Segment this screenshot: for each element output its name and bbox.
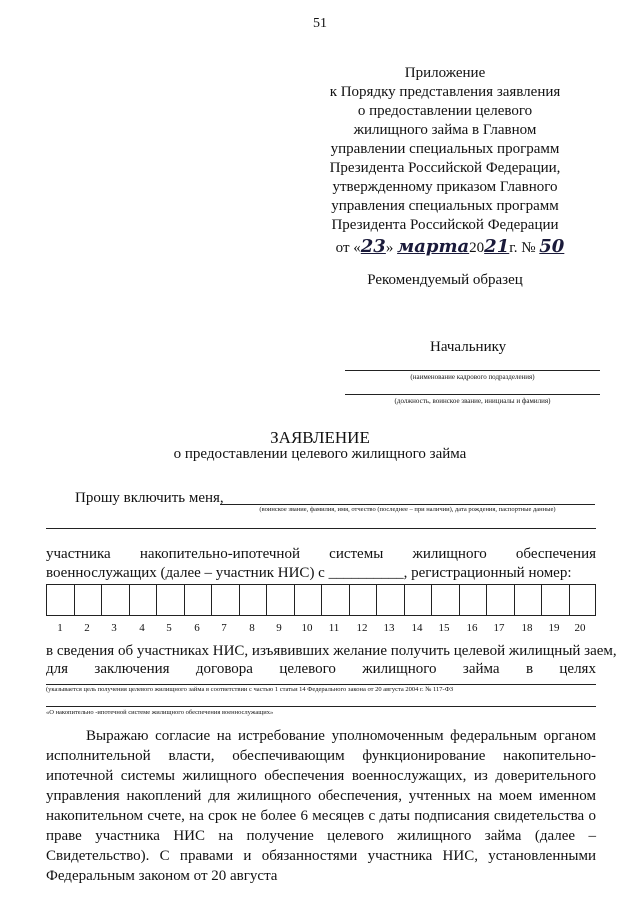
word: для [46,661,69,677]
reg-cell[interactable] [404,585,432,615]
reg-number: 16 [466,622,478,634]
reg-number: 7 [221,622,227,634]
purpose-line-rule [46,684,596,685]
request-line-2 [46,528,596,529]
appendix-line: Приложение [404,65,486,81]
purpose-caption-2: «О накопительно -ипотечной системе жилищного обеспечения военнослужащих» [46,709,274,716]
reg-cell[interactable] [486,585,515,615]
reg-number: 15 [438,622,450,634]
order-date-number [310,236,590,257]
order-day: 23 [360,236,386,257]
reg-cell[interactable] [74,585,102,615]
purpose-line-2 [46,661,596,678]
reg-number: 9 [276,622,282,634]
recommended-sample: Рекомендуемый образец [367,272,523,288]
reg-number: 4 [139,622,145,634]
reg-number: 20 [574,622,586,634]
addressee-caption-2: (должность, воинское звание, инициалы и фамилия) [394,397,551,405]
order-month: марта [397,236,470,257]
reg-number: 6 [194,622,200,634]
reg-number: 3 [111,622,117,634]
order-number: 50 [539,236,565,257]
word: целях [559,661,596,677]
word: займа [462,661,500,677]
order-mid: » [385,240,394,256]
word: участника [46,546,111,562]
reg-cell[interactable] [294,585,322,615]
appendix-line: управления специальных программ [331,198,559,214]
addressee-line-1 [345,370,600,371]
addressee-line-2 [345,394,600,395]
reg-number: 10 [301,622,313,634]
page-number: 51 [313,16,327,31]
reg-cell[interactable] [376,585,405,615]
reg-number: 17 [493,622,505,634]
word: в [525,661,534,677]
reg-cell[interactable] [239,585,267,615]
order-year-prefix: 20 [469,240,485,256]
reg-number: 12 [356,622,368,634]
word: накопительно-ипотечной [139,546,300,562]
addressee-chief: Начальнику [430,339,507,355]
request-lead: Прошу включить меня, [75,490,224,506]
appendix-line: управлении специальных программ [330,141,560,157]
appendix-header [300,64,590,235]
appendix-line: к Порядку представления заявления [329,84,561,100]
reg-number: 19 [548,622,560,634]
addressee-caption-1: (наименование кадрового подразделения) [410,373,535,381]
word: жилищного [362,661,437,677]
purpose-line-rule-2 [46,706,596,707]
word: целевого [279,661,336,677]
reg-cell[interactable] [459,585,487,615]
word: жилищного [412,546,487,562]
reg-number: 11 [328,622,340,634]
reg-number: 18 [521,622,533,634]
reg-cell[interactable] [184,585,212,615]
participant-line-2: военнослужащих (далее – участник НИС) с __________, регистрационный номер: [46,565,572,581]
statement-title: ЗАЯВЛЕНИЕ [270,428,370,447]
request-line [220,504,595,505]
word: заключения [94,661,170,677]
appendix-line: утвержденному приказом Главного [332,179,558,195]
participant-line-1 [46,546,596,563]
reg-cell[interactable] [266,585,295,615]
registration-number-boxes[interactable] [46,584,596,616]
purpose-caption: (указывается цель получения целевого жилищного займа в соответствии с частью 1 статьи 14 Федерального закона от 20 августа 2004 г. № 117-ФЗ [46,686,454,693]
consent-paragraph: Выражаю согласие на истребование уполномоченным федеральным органом исполнительной власти, обеспечивающим функционирование накопительно-ипотечной системы жилищного обеспечения военнослужащих, из доверительного управления накоплений для жилищного обеспечения, учтенных на моем именном накопительном счете, на срок не более 6 месяцев с даты подписания свидетельства о праве участника НИС на получение целевого жилищного займа (далее – Свидетельство). С правами и обязанностями участника НИС, установленными Федеральным законом от 20 августа [46,728,596,884]
reg-cell[interactable] [431,585,460,615]
order-suffix: г. № [509,240,536,256]
reg-number: 1 [57,622,63,634]
reg-cell[interactable] [47,585,75,615]
reg-number: 5 [166,622,172,634]
reg-cell[interactable] [156,585,185,615]
purpose-line-1: в сведения об участниках НИС, изъявивших желание получить целевой жилищный заем, [46,643,617,659]
order-prefix: от « [335,240,361,256]
reg-cell[interactable] [129,585,157,615]
word: системы [329,546,384,562]
word: обеспечения [515,546,596,562]
reg-cell[interactable] [569,585,595,615]
reg-cell[interactable] [514,585,542,615]
statement-subtitle: о предоставлении целевого жилищного займа [173,446,467,462]
reg-cell[interactable] [541,585,570,615]
reg-number: 13 [383,622,395,634]
request-caption: (воинское звание, фамилия, имя, отчество (последнее – при наличии), дата рождения, паспортные данные) [259,506,556,513]
reg-cell[interactable] [349,585,377,615]
reg-cell[interactable] [101,585,130,615]
appendix-line: о предоставлении целевого [357,103,533,119]
word: договора [195,661,253,677]
appendix-line: Президента Российской Федерации [331,217,559,233]
reg-number: 8 [249,622,255,634]
reg-cell[interactable] [211,585,240,615]
appendix-line: Президента Российской Федерации, [329,160,561,176]
order-year: 21 [484,236,510,257]
reg-number: 14 [411,622,423,634]
reg-number: 2 [84,622,90,634]
reg-cell[interactable] [321,585,350,615]
appendix-line: жилищного займа в Главном [353,122,537,138]
